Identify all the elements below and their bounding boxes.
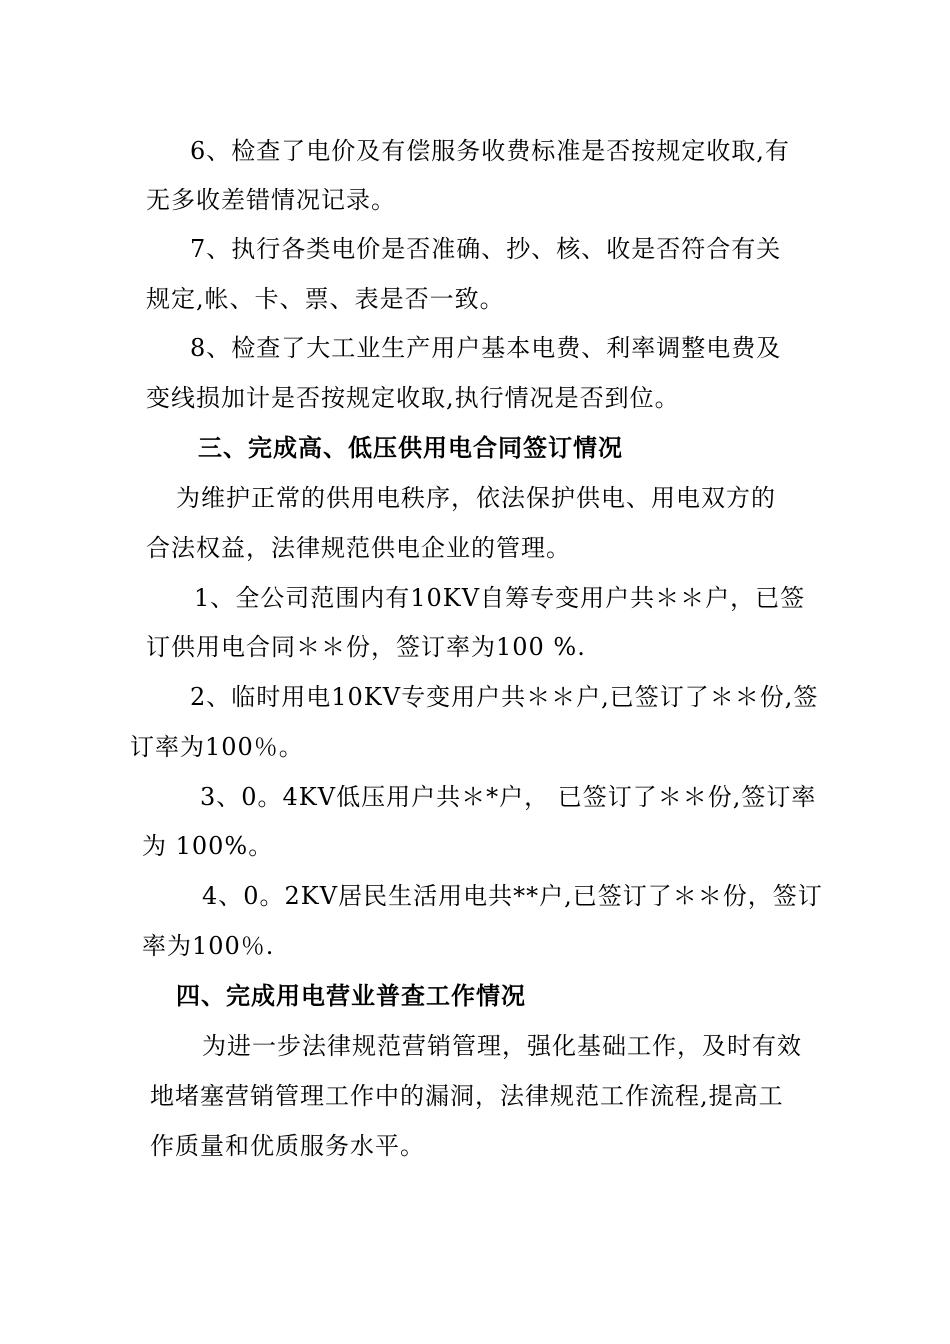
paragraph-line-12: 订率为100％。 [130, 733, 304, 761]
paragraph-line-9: 1、全公司范围内有10KV自筹专变用户共＊＊户，已签 [194, 584, 806, 612]
section-heading-3: 三、完成高、低压供用电合同签订情况 [198, 433, 623, 462]
paragraph-line-18: 地堵塞营销管理工作中的漏洞，法律规范工作流程,提高工 [150, 1082, 784, 1110]
paragraph-line-3: 7、执行各类电价是否准确、抄、核、收是否符合有关 [190, 235, 782, 263]
paragraph-line-6: 变线损加计是否按规定收取,执行情况是否到位。 [146, 384, 680, 412]
paragraph-line-19: 作质量和优质服务水平。 [150, 1132, 425, 1160]
paragraph-line-7: 为维护正常的供用电秩序，依法保护供电、用电双方的 [176, 484, 776, 512]
paragraph-line-5: 8、检查了大工业生产用户基本电费、利率调整电费及 [190, 334, 782, 362]
paragraph-line-15: 4、0。2KV居民生活用电共**户,已签订了＊＊份，签订 [202, 882, 823, 910]
paragraph-line-2: 无多收差错情况记录。 [146, 186, 396, 214]
section-heading-4: 四、完成用电营业普查工作情况 [176, 981, 526, 1010]
paragraph-line-1: 6、检查了电价及有偿服务收费标准是否按规定收取,有 [190, 137, 790, 165]
paragraph-line-16: 率为100％. [142, 932, 275, 960]
paragraph-line-11: 2、临时用电10KV专变用户共＊＊户,已签订了＊＊份,签 [190, 683, 819, 711]
paragraph-line-10: 订供用电合同＊＊份，签订率为100 %. [146, 633, 586, 661]
paragraph-line-14: 为 100%。 [142, 832, 274, 860]
paragraph-line-4: 规定,帐、卡、票、表是否一致。 [146, 285, 505, 313]
paragraph-line-8: 合法权益，法律规范供电企业的管理。 [146, 534, 571, 562]
paragraph-line-13: 3、0。4KV低压用户共＊*户， 已签订了＊＊份,签订率 [200, 783, 817, 811]
paragraph-line-17: 为进一步法律规范营销管理，强化基础工作，及时有效 [202, 1032, 802, 1060]
